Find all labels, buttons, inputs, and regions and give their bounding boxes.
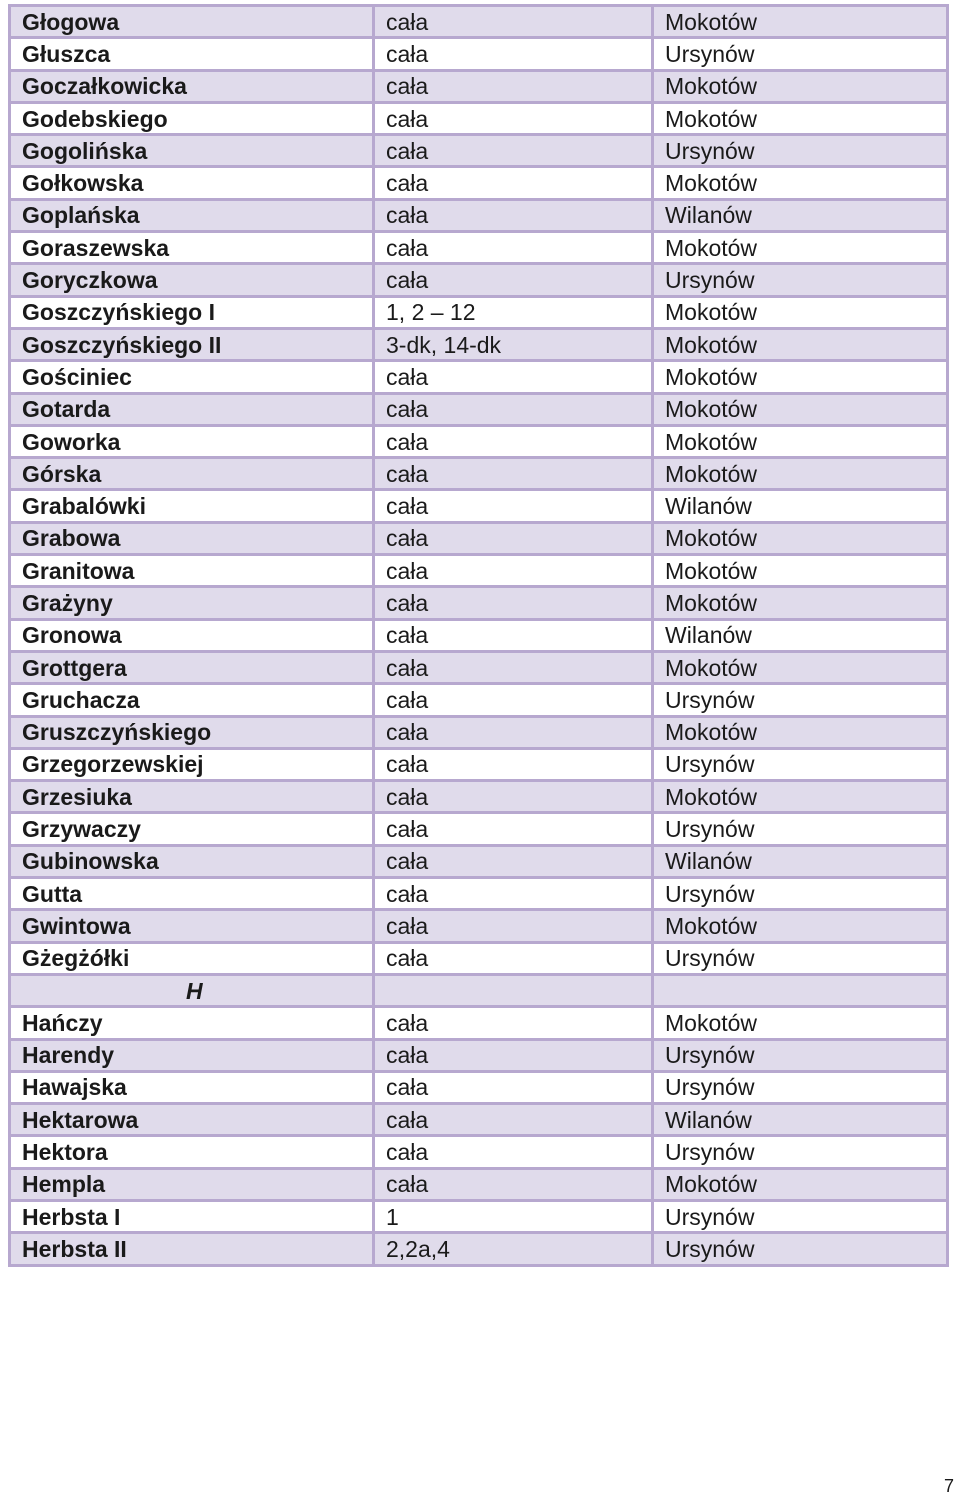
street-name-cell: Harendy (10, 1039, 374, 1071)
table-row (10, 1071, 948, 1103)
address-range-cell: cała (374, 748, 653, 780)
table-row (10, 942, 948, 974)
table-row (10, 878, 948, 910)
table-row (10, 651, 948, 683)
empty-cell (653, 974, 948, 1006)
empty-cell (374, 974, 653, 1006)
district-cell: Ursynów (653, 813, 948, 845)
street-name-cell: Goraszewska (10, 232, 374, 264)
address-range-cell: cała (374, 199, 653, 231)
address-range-cell: cała (374, 490, 653, 522)
street-name-cell: Herbsta II (10, 1233, 374, 1265)
table-row (10, 70, 948, 102)
table-row (10, 425, 948, 457)
district-cell: Wilanów (653, 619, 948, 651)
address-range-cell: cała (374, 6, 653, 38)
street-name-cell: Gogolińska (10, 135, 374, 167)
table-row (10, 1104, 948, 1136)
table-row (10, 813, 948, 845)
street-name-cell: Goworka (10, 425, 374, 457)
address-range-cell: cała (374, 458, 653, 490)
street-district-table (8, 4, 949, 1267)
table-row (10, 619, 948, 651)
district-cell: Mokotów (653, 781, 948, 813)
table-row (10, 1168, 948, 1200)
district-cell: Mokotów (653, 1007, 948, 1039)
table-body (10, 6, 948, 1266)
district-cell: Ursynów (653, 135, 948, 167)
table-row (10, 910, 948, 942)
page-number: 7 (943, 1476, 954, 1496)
street-name-cell: Godebskiego (10, 102, 374, 134)
street-name-cell: Grażyny (10, 587, 374, 619)
address-range-cell: 1, 2 – 12 (374, 296, 653, 328)
district-cell: Mokotów (653, 587, 948, 619)
street-name-cell: Grzywaczy (10, 813, 374, 845)
district-cell: Wilanów (653, 1104, 948, 1136)
address-range-cell: cała (374, 878, 653, 910)
address-range-cell: cała (374, 1168, 653, 1200)
district-cell: Mokotów (653, 167, 948, 199)
address-range-cell: cała (374, 781, 653, 813)
address-range-cell: 3-dk, 14-dk (374, 328, 653, 360)
address-range-cell: cała (374, 910, 653, 942)
table-row (10, 458, 948, 490)
street-name-cell: Hempla (10, 1168, 374, 1200)
table-row (10, 845, 948, 877)
address-range-cell: cała (374, 1007, 653, 1039)
district-cell: Mokotów (653, 393, 948, 425)
table-row (10, 296, 948, 328)
address-range-cell: cała (374, 716, 653, 748)
street-name-cell: Gołkowska (10, 167, 374, 199)
street-name-cell: Hektora (10, 1136, 374, 1168)
district-cell: Mokotów (653, 6, 948, 38)
address-range-cell: cała (374, 167, 653, 199)
district-cell: Ursynów (653, 264, 948, 296)
address-range-cell: cała (374, 232, 653, 264)
district-cell: Mokotów (653, 102, 948, 134)
district-cell: Mokotów (653, 70, 948, 102)
street-name-cell: Hektarowa (10, 1104, 374, 1136)
address-range-cell: cała (374, 1104, 653, 1136)
street-name-cell: Grzegorzewskiej (10, 748, 374, 780)
district-cell: Mokotów (653, 522, 948, 554)
table-row (10, 264, 948, 296)
section-letter: H (10, 974, 374, 1006)
address-range-cell: cała (374, 425, 653, 457)
street-name-cell: Gżegżółki (10, 942, 374, 974)
table-row (10, 38, 948, 70)
street-name-cell: Goszczyńskiego II (10, 328, 374, 360)
street-name-cell: Głogowa (10, 6, 374, 38)
address-range-cell: cała (374, 942, 653, 974)
table-row (10, 587, 948, 619)
table-row (10, 393, 948, 425)
street-name-cell: Grabalówki (10, 490, 374, 522)
district-cell: Mokotów (653, 328, 948, 360)
street-name-cell: Grzesiuka (10, 781, 374, 813)
street-name-cell: Gronowa (10, 619, 374, 651)
table-row (10, 361, 948, 393)
street-name-cell: Gruszczyńskiego (10, 716, 374, 748)
district-cell: Mokotów (653, 651, 948, 683)
table-row (10, 781, 948, 813)
district-cell: Mokotów (653, 361, 948, 393)
district-cell: Ursynów (653, 1200, 948, 1232)
street-name-cell: Gwintowa (10, 910, 374, 942)
table-row (10, 199, 948, 231)
district-cell: Ursynów (653, 1233, 948, 1265)
table-row (10, 716, 948, 748)
district-cell: Mokotów (653, 232, 948, 264)
street-name-cell: Górska (10, 458, 374, 490)
address-range-cell: cała (374, 522, 653, 554)
address-range-cell: cała (374, 651, 653, 683)
address-range-cell: cała (374, 1039, 653, 1071)
district-cell: Ursynów (653, 942, 948, 974)
street-name-cell: Hawajska (10, 1071, 374, 1103)
table-row (10, 167, 948, 199)
district-cell: Mokotów (653, 716, 948, 748)
table-row (10, 1136, 948, 1168)
district-cell: Wilanów (653, 845, 948, 877)
address-range-cell: 1 (374, 1200, 653, 1232)
district-cell: Mokotów (653, 296, 948, 328)
street-name-cell: Hańczy (10, 1007, 374, 1039)
address-range-cell: cała (374, 70, 653, 102)
street-name-cell: Gutta (10, 878, 374, 910)
table-row (10, 748, 948, 780)
street-name-cell: Głuszca (10, 38, 374, 70)
street-name-cell: Granitowa (10, 555, 374, 587)
district-cell: Mokotów (653, 458, 948, 490)
address-range-cell: cała (374, 393, 653, 425)
table-row (10, 1039, 948, 1071)
address-range-cell: cała (374, 845, 653, 877)
table-row (10, 1007, 948, 1039)
section-letter-row (10, 974, 948, 1006)
table-row (10, 522, 948, 554)
street-name-cell: Gotarda (10, 393, 374, 425)
street-name-cell: Goczałkowicka (10, 70, 374, 102)
table-row (10, 1233, 948, 1265)
address-range-cell: cała (374, 555, 653, 587)
street-name-cell: Gubinowska (10, 845, 374, 877)
address-range-cell: cała (374, 1136, 653, 1168)
street-name-cell: Herbsta I (10, 1200, 374, 1232)
district-cell: Mokotów (653, 1168, 948, 1200)
district-cell: Ursynów (653, 38, 948, 70)
district-cell: Ursynów (653, 1039, 948, 1071)
address-range-cell: 2,2a,4 (374, 1233, 653, 1265)
table-row (10, 555, 948, 587)
street-name-cell: Gościniec (10, 361, 374, 393)
street-name-cell: Goszczyńskiego I (10, 296, 374, 328)
address-range-cell: cała (374, 813, 653, 845)
table-row (10, 684, 948, 716)
address-range-cell: cała (374, 619, 653, 651)
street-name-cell: Gruchacza (10, 684, 374, 716)
table-row (10, 135, 948, 167)
district-cell: Mokotów (653, 425, 948, 457)
district-cell: Mokotów (653, 910, 948, 942)
district-cell: Ursynów (653, 878, 948, 910)
address-range-cell: cała (374, 102, 653, 134)
street-name-cell: Goryczkowa (10, 264, 374, 296)
address-range-cell: cała (374, 1071, 653, 1103)
table-row (10, 328, 948, 360)
address-range-cell: cała (374, 264, 653, 296)
district-cell: Wilanów (653, 199, 948, 231)
street-name-cell: Grottgera (10, 651, 374, 683)
district-cell: Ursynów (653, 684, 948, 716)
district-cell: Wilanów (653, 490, 948, 522)
street-name-cell: Goplańska (10, 199, 374, 231)
district-cell: Mokotów (653, 555, 948, 587)
address-range-cell: cała (374, 684, 653, 716)
address-range-cell: cała (374, 135, 653, 167)
table-row (10, 6, 948, 38)
district-cell: Ursynów (653, 1071, 948, 1103)
table-row (10, 232, 948, 264)
address-range-cell: cała (374, 361, 653, 393)
table-row (10, 490, 948, 522)
table-row (10, 102, 948, 134)
district-cell: Ursynów (653, 1136, 948, 1168)
street-name-cell: Grabowa (10, 522, 374, 554)
district-cell: Ursynów (653, 748, 948, 780)
address-range-cell: cała (374, 587, 653, 619)
address-range-cell: cała (374, 38, 653, 70)
table-row (10, 1200, 948, 1232)
